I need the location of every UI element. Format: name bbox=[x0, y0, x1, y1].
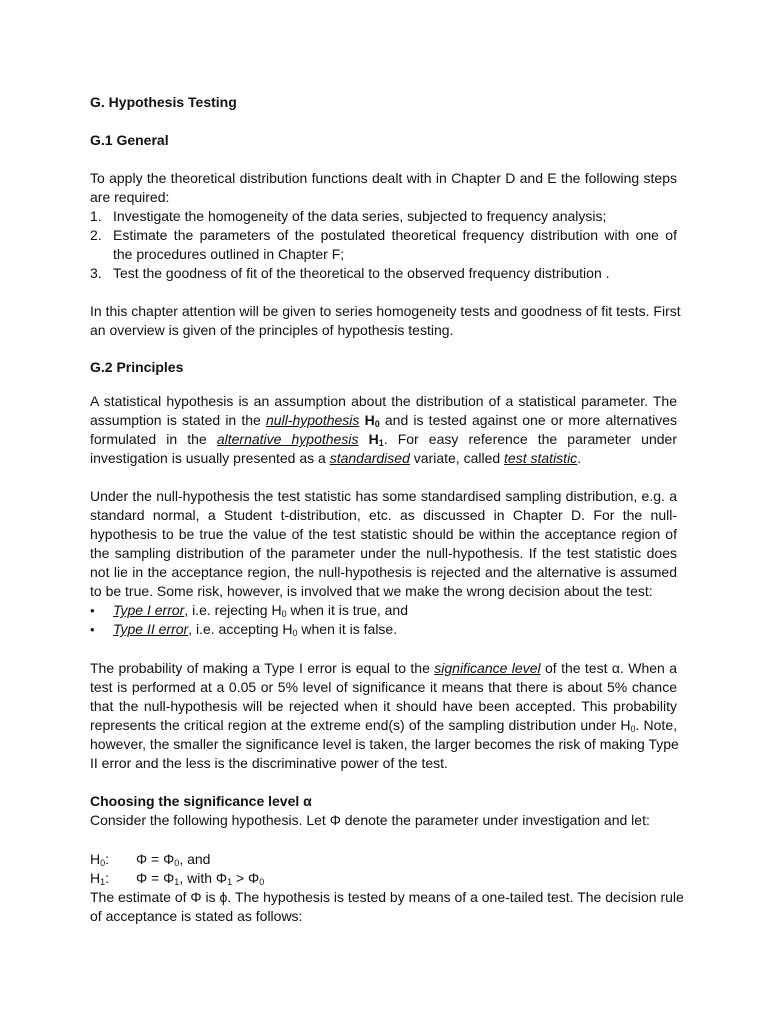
term-significance-level: significance level bbox=[434, 660, 541, 676]
g2-paragraph-3: The probability of making a Type I error is equal to the significance level of the test α. When a test is performed at a 0.05 or 5% level of significance it means that there is about 5% chance that the null-hypothesis will be rejected when it should have been accepted. This probability represents the critical region at the extreme end(s) of the sampling distribution under $H_0$. Note, however, the smaller the significance level is taken, the larger becomes the risk of making Type II error and the less is the discriminative power of the test. bbox=[90, 660, 679, 771]
subheading-significance: Choosing the significance level α bbox=[90, 793, 312, 809]
g1-intro: To apply the theoretical distribution functions dealt with in Chapter D and E the following steps are required: 1. Investigate the homogeneity of the data series, subjected to frequency analysis; 2. Estimate the parameters of the postulated theoretical frequency distribution with one of the procedures outlined in Chapter F; 3. Test the goodness of fit of the theoretical to the observed frequency distribution . bbox=[90, 170, 677, 281]
section-title-g2: G.2 Principles bbox=[90, 359, 184, 375]
h0-line: $H_0$: $\Phi = \Phi_0$, and bbox=[90, 851, 211, 868]
term-null-hypothesis: null-hypothesis bbox=[266, 412, 360, 428]
list-item: • Type II error, i.e. accepting $H_0$ when it is false. bbox=[90, 621, 398, 638]
g1-paragraph: In this chapter attention will be given to series homogeneity tests and goodness of fit tests. First an overview is given of the principles of hypothesis testing. bbox=[90, 303, 681, 338]
h1-line: $H_1$: $\Phi = \Phi_1$, with $\Phi_1 > \Phi_0$ bbox=[90, 870, 265, 887]
hypothesis-definitions: $H_0$: $\Phi = \Phi_0$, and $H_1$: $\Phi = \Phi_1$, with $\Phi_1 > \Phi_0$ The estimate of Φ is ϕ. The hypothesis is tested by means of a one-tailed test. The decision rule of acceptance is stated as follows: bbox=[90, 851, 684, 924]
term-standardised: standardised bbox=[329, 450, 410, 466]
list-item: • Type I error, i.e. rejecting $H_0$ when it is true, and bbox=[90, 602, 408, 619]
chapter-heading: G. Hypothesis Testing bbox=[90, 94, 237, 110]
significance-section: Choosing the significance level α Consider the following hypothesis. Let Φ denote the parameter under investigation and let: bbox=[90, 792, 677, 830]
term-type-ii-error: Type II error bbox=[113, 621, 189, 637]
g2-paragraph-2: Under the null-hypothesis the test statistic has some standardised sampling distribution, e.g. a standard normal, a Student t-distribution, etc. as discussed in Chapter D. For the null- hypothesis to be true the value of the test statistic should be within the acceptance region of the sampling distribution of the parameter under the null-hypothesis. If the test statistic does not lie in the acceptance region, the null-hypothesis is rejected and the alternative is assumed to be true. Some risk, however, is involved that we make the wrong decision about the test: • Type I error, i.e. rejecting $H_0$ when it is true, and • Type II error, i.e. accepting $H_0$ when it is false. bbox=[90, 488, 677, 638]
list-item: 1. Investigate the homogeneity of the data series, subjected to frequency analysis; bbox=[90, 208, 607, 224]
term-alternative-hypothesis: alternative hypothesis bbox=[216, 431, 359, 447]
bullet-icon: • bbox=[90, 603, 95, 618]
bullet-icon: • bbox=[90, 622, 95, 637]
list-item: 2. Estimate the parameters of the postulated theoretical frequency distribution with one of bbox=[90, 227, 677, 243]
section-title-g1: G.1 General bbox=[90, 132, 169, 148]
g2-paragraph-1: A statistical hypothesis is an assumption about the distribution of a statistical parameter. The assumption is stated in the null-hypothesis $H_0$ and is tested against one or more alternatives formulated in the alternative hypothesis $H_1$. For easy reference the parameter under investigation is usually presented as a standardised variate, called test statistic. bbox=[90, 393, 678, 466]
list-item: 3. Test the goodness of fit of the theoretical to the observed frequency distribution . bbox=[90, 265, 610, 281]
term-type-i-error: Type I error bbox=[113, 602, 185, 618]
term-test-statistic: test statistic bbox=[504, 450, 578, 466]
